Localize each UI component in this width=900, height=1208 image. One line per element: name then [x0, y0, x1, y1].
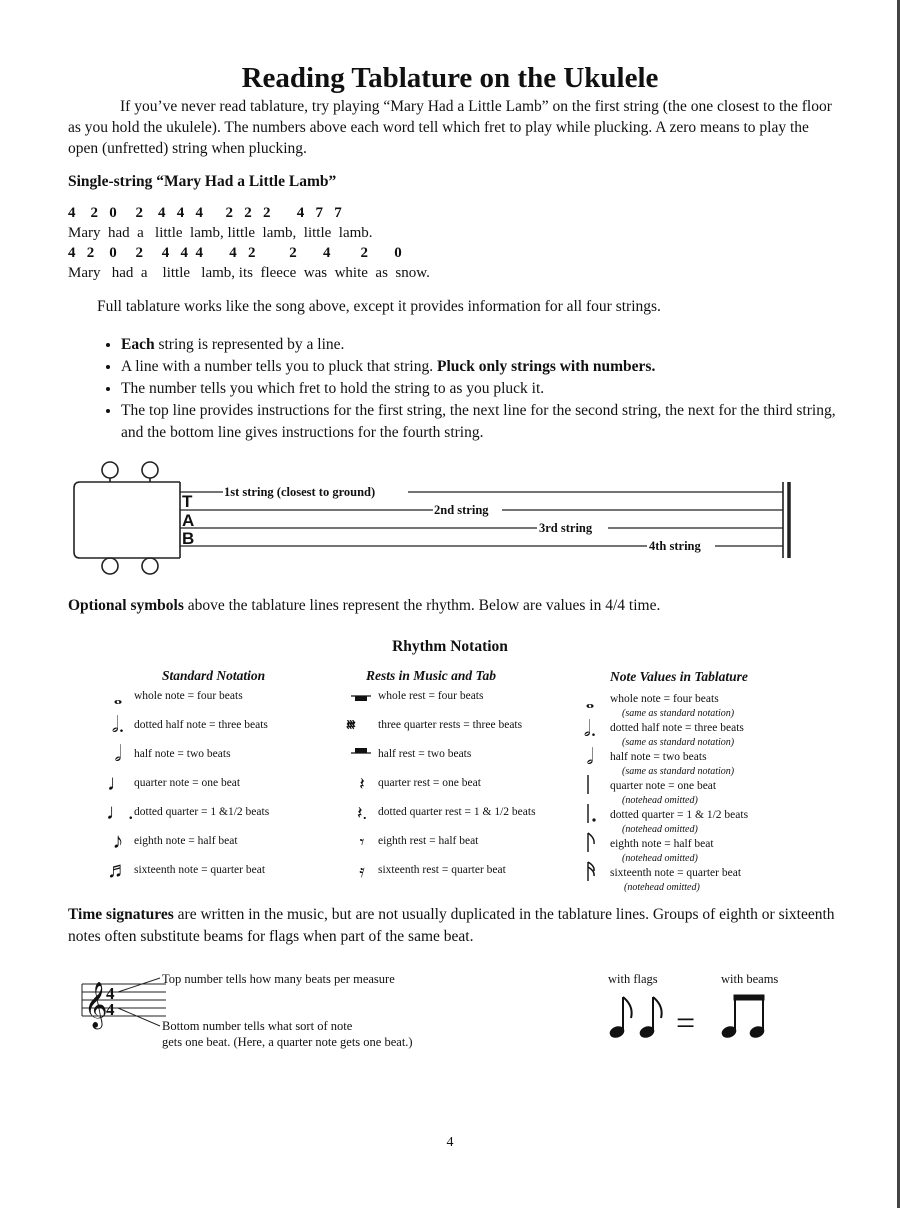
item-text: string is represented by a line. — [154, 336, 345, 353]
dotted-quarter-rest-icon: 𝄽. — [356, 803, 367, 823]
standard-note-entry: quarter note = one beat — [134, 777, 241, 789]
tab-value-entry: sixteenth note = quarter beat — [610, 867, 742, 879]
tab-diagram — [70, 460, 800, 580]
whole-rest-icon — [350, 694, 372, 706]
song-line2-words: Mary had a little lamb, its fleece was white as snow. — [68, 265, 430, 281]
tuning-peg — [102, 558, 118, 574]
with-beams-label: with beams — [721, 972, 779, 986]
half-rest-icon — [350, 745, 372, 757]
bottom-number-note-2: gets one beat. (Here, a quarter note gets one beat.) — [162, 1035, 413, 1049]
rest-entry: sixteenth rest = quarter beat — [378, 864, 506, 876]
standard-note-entry: whole note = four beats — [134, 690, 243, 702]
tab-whole-note-icon: 𝅝 — [585, 688, 595, 713]
headstock-outline — [74, 482, 180, 558]
string4-label: 4th string — [649, 539, 701, 553]
treble-clef-icon: 𝄞 — [84, 982, 108, 1028]
list-item — [121, 356, 841, 378]
rest-entry: quarter rest = one beat — [378, 777, 481, 789]
rest-entry: eighth rest = half beat — [378, 835, 479, 847]
tab-dotted-quarter-stem-icon — [584, 803, 598, 825]
tuning-peg — [142, 558, 158, 574]
rhythm-notation-title: Rhythm Notation — [392, 638, 508, 655]
quarter-note-icon: ♩ — [107, 770, 129, 795]
quarter-rest-icon: 𝄽 — [359, 774, 365, 794]
single-string-heading: Single-string “Mary Had a Little Lamb” — [68, 173, 337, 190]
tab-value-entry: quarter note = one beat — [610, 780, 717, 792]
note-flag — [623, 997, 632, 1018]
rest-entry: half rest = two beats — [378, 748, 472, 760]
eighth-note-icon: ♪ — [112, 828, 124, 853]
tab-value-note: (same as standard notation) — [622, 737, 735, 748]
rest-entry: whole rest = four beats — [378, 690, 484, 702]
column-heading-rests: Rests in Music and Tab — [366, 668, 497, 683]
paragraph-text: are written in the music, but are not usually duplicated in the tablature lines. Groups of eighth or sixteenth notes often substitute beams for flags when part of the same beat. — [68, 906, 835, 945]
tab-letter-t: T — [182, 492, 193, 511]
bold-text: Pluck only strings with numbers. — [437, 358, 656, 375]
item-text: The number tells you which fret to hold the string to as you pluck it. — [121, 380, 545, 397]
tab-eighth-stem-icon — [584, 832, 598, 854]
list-item — [121, 400, 841, 444]
tab-value-entry: eighth note = half beat — [610, 838, 714, 850]
standard-note-entry: dotted half note = three beats — [134, 719, 268, 731]
string1-label: 1st string (closest to ground) — [224, 485, 376, 499]
standard-note-entry: dotted quarter = 1 &1/2 beats — [134, 806, 270, 818]
time-sig-numerator: 4 — [106, 984, 115, 1003]
list-item — [121, 378, 841, 400]
tab-value-note: (notehead omitted) — [622, 795, 698, 806]
three-quarter-rests-icon: 𝄽𝄽𝄽 — [346, 718, 354, 734]
bold-text: Each — [121, 336, 155, 353]
bottom-number-note-1: Bottom number tells what sort of note — [162, 1019, 353, 1033]
note-flag — [653, 997, 662, 1018]
tab-value-note: (same as standard notation) — [622, 766, 735, 777]
tuning-peg — [102, 462, 118, 478]
eighth-rest-icon: 𝄾 — [359, 832, 365, 852]
flags-vs-beams-figure — [604, 992, 794, 1042]
tab-letter-a: A — [182, 511, 195, 530]
full-tab-paragraph: Full tablature works like the song above, except it provides information for all four strings. — [97, 298, 661, 315]
equals-sign: = — [676, 1005, 696, 1042]
tab-half-note-icon: 𝅗𝅥 — [586, 744, 594, 769]
tab-value-note: (notehead omitted) — [624, 882, 700, 893]
standard-note-entry: sixteenth note = quarter beat — [134, 864, 266, 876]
tab-letter-b: B — [182, 529, 195, 548]
bold-text: Optional symbols — [68, 597, 184, 614]
dotted-quarter-note-icon: ♩. — [106, 799, 134, 824]
column-heading-standard: Standard Notation — [162, 668, 266, 683]
song-line1-words: Mary had a little lamb, little lamb, little lamb. — [68, 225, 373, 241]
column-heading-tab-values: Note Values in Tablature — [610, 669, 748, 684]
song-line2-frets: 4 2 0 2 4 4 4 4 2 2 4 2 0 — [68, 245, 402, 261]
half-note-icon: 𝅗𝅥 — [114, 741, 122, 766]
time-signature-staff — [78, 966, 168, 1036]
page-title: Reading Tablature on the Ukulele — [241, 62, 659, 94]
item-text: The top line provides instructions for the first string, the next line for the second string, the next for the third string, and the bottom line gives instructions for the fourth string. — [121, 402, 836, 441]
tab-value-entry: whole note = four beats — [610, 693, 719, 705]
tab-dotted-half-note-icon: 𝅗𝅥. — [583, 716, 597, 741]
time-signatures-paragraph — [68, 904, 838, 948]
rest-entry: three quarter rests = three beats — [378, 719, 523, 731]
paragraph-text: above the tablature lines represent the rhythm. Below are values in 4/4 time. — [183, 597, 661, 614]
optional-symbols-paragraph — [68, 597, 660, 615]
bold-text: Time signatures — [68, 906, 174, 923]
item-text: A line with a number tells you to pluck that string. — [121, 358, 437, 375]
tab-value-entry: half note = two beats — [610, 751, 707, 763]
top-number-note: Top number tells how many beats per measure — [162, 972, 395, 986]
standard-note-entry: half note = two beats — [134, 748, 231, 760]
sixteenth-rest-icon: 𝄿 — [359, 861, 365, 881]
tuning-peg — [142, 462, 158, 478]
tab-value-note: (notehead omitted) — [622, 824, 698, 835]
note-beam — [734, 995, 764, 1000]
standard-note-entry: eighth note = half beat — [134, 835, 238, 847]
time-sig-denominator: 4 — [106, 1000, 115, 1019]
list-item — [121, 334, 841, 356]
tab-sixteenth-stem-icon — [584, 861, 598, 883]
dotted-half-note-icon: 𝅗𝅥. — [111, 712, 125, 737]
tab-value-entry: dotted half note = three beats — [610, 722, 744, 734]
intro-text: If you’ve never read tablature, try playing “Mary Had a Little Lamb” on the first string (the one closest to the floor as you hold the ukulele). The numbers above each word tell which fret to play while plucking. A zero means to play the open (unfretted) string when plucking. — [68, 98, 832, 157]
whole-note-icon: 𝅝 — [113, 684, 123, 709]
intro-paragraph — [68, 96, 838, 159]
song-line1-frets: 4 2 0 2 4 4 4 2 2 2 4 7 7 — [68, 205, 342, 221]
string3-label: 3rd string — [539, 521, 593, 535]
tab-value-note: (notehead omitted) — [622, 853, 698, 864]
string2-label: 2nd string — [434, 503, 489, 517]
sixteenth-note-icon: ♬ — [107, 857, 129, 882]
rest-entry: dotted quarter rest = 1 & 1/2 beats — [378, 806, 536, 818]
tab-rules-list — [96, 334, 841, 444]
with-flags-label: with flags — [608, 972, 658, 986]
tab-value-entry: dotted quarter = 1 & 1/2 beats — [610, 809, 749, 821]
tab-quarter-stem-icon — [584, 774, 594, 796]
page-number: 4 — [446, 1135, 454, 1150]
tab-value-note: (same as standard notation) — [622, 708, 735, 719]
